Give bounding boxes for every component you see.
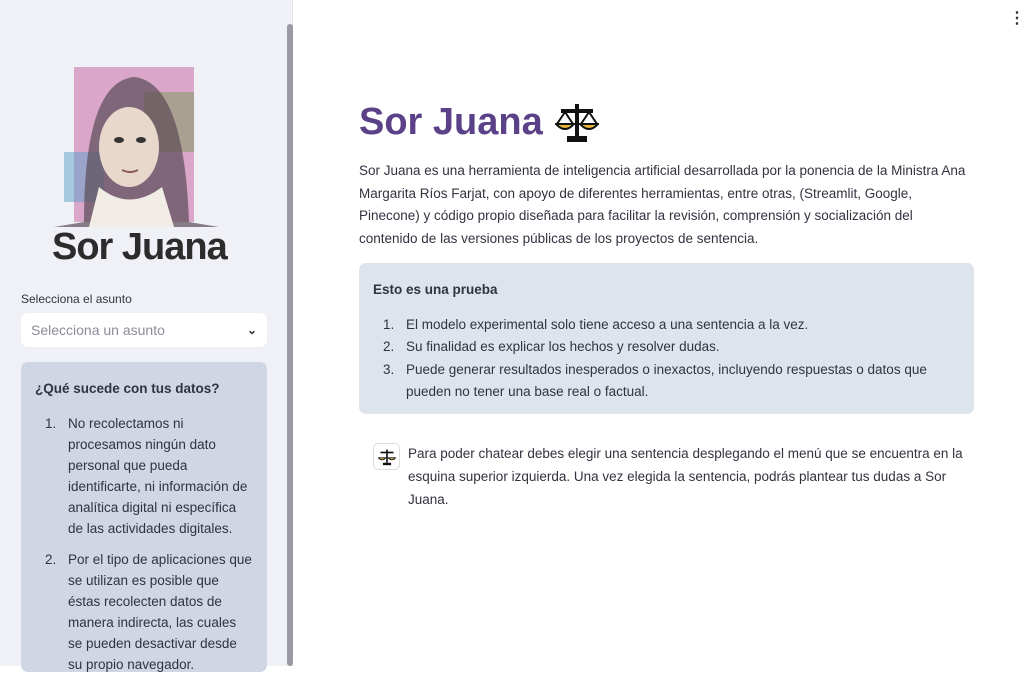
list-item: 1. El modelo experimental solo tiene acceso a una sentencia a la vez.	[398, 314, 960, 337]
test-alert-box	[359, 263, 974, 414]
list-item: 1. No recolectamos ni procesamos ningún dato personal que pueda identificarte, ni información de analítica digital ni específica de las actividades digitales.	[60, 413, 253, 539]
select-label: Selecciona el asunto	[21, 292, 132, 306]
data-privacy-box	[21, 362, 267, 672]
asunto-select[interactable]	[21, 313, 267, 347]
chat-message-text: Para poder chatear debes elegir una sentencia desplegando el menú que se encuentra en la esquina superior izquierda. Una vez elegida la sentencia, podrás plantear tus dudas a Sor Juana.	[408, 446, 963, 507]
sidebar	[0, 0, 293, 672]
page-title	[359, 100, 599, 144]
scales-icon	[378, 448, 396, 466]
list-item: 2. Su finalidad es explicar los hechos y resolver dudas.	[398, 336, 960, 359]
chevron-down-icon: ⌄	[246, 323, 257, 337]
alert-title: Esto es una prueba	[373, 282, 498, 297]
sidebar-scrollbar[interactable]	[287, 24, 293, 666]
assistant-avatar	[373, 443, 400, 470]
scales-icon	[555, 100, 599, 144]
page-title-text: Sor Juana	[359, 100, 543, 143]
select-placeholder: Selecciona un asunto	[31, 322, 165, 338]
logo-text: Sor Juana	[52, 226, 227, 268]
info-title: ¿Qué sucede con tus datos?	[35, 381, 220, 396]
chat-message	[373, 442, 973, 511]
intro-text: Sor Juana es una herramienta de inteligencia artificial desarrollada por la ponencia de la Ministra Ana Margarita Ríos Farjat, con apoyo de diferentes herramientas, entre otras, (Streamlit, Google, Pinecone) y código propio diseñada para facilitar la revisión, comprensión y socialización del contenido de las versiones públicas de los proyectos de sentencia.	[359, 163, 966, 246]
main-menu-icon[interactable]: ⋮	[1009, 10, 1025, 27]
list-item: 3. Puede generar resultados inesperados o inexactos, incluyendo respuestas o datos que pueden no tener una base real o factual.	[398, 359, 960, 404]
list-item: 2. Por el tipo de aplicaciones que se utilizan es posible que éstas recolecten datos de manera indirecta, las cuales se pueden desactivar desde su propio navegador.	[60, 549, 253, 675]
